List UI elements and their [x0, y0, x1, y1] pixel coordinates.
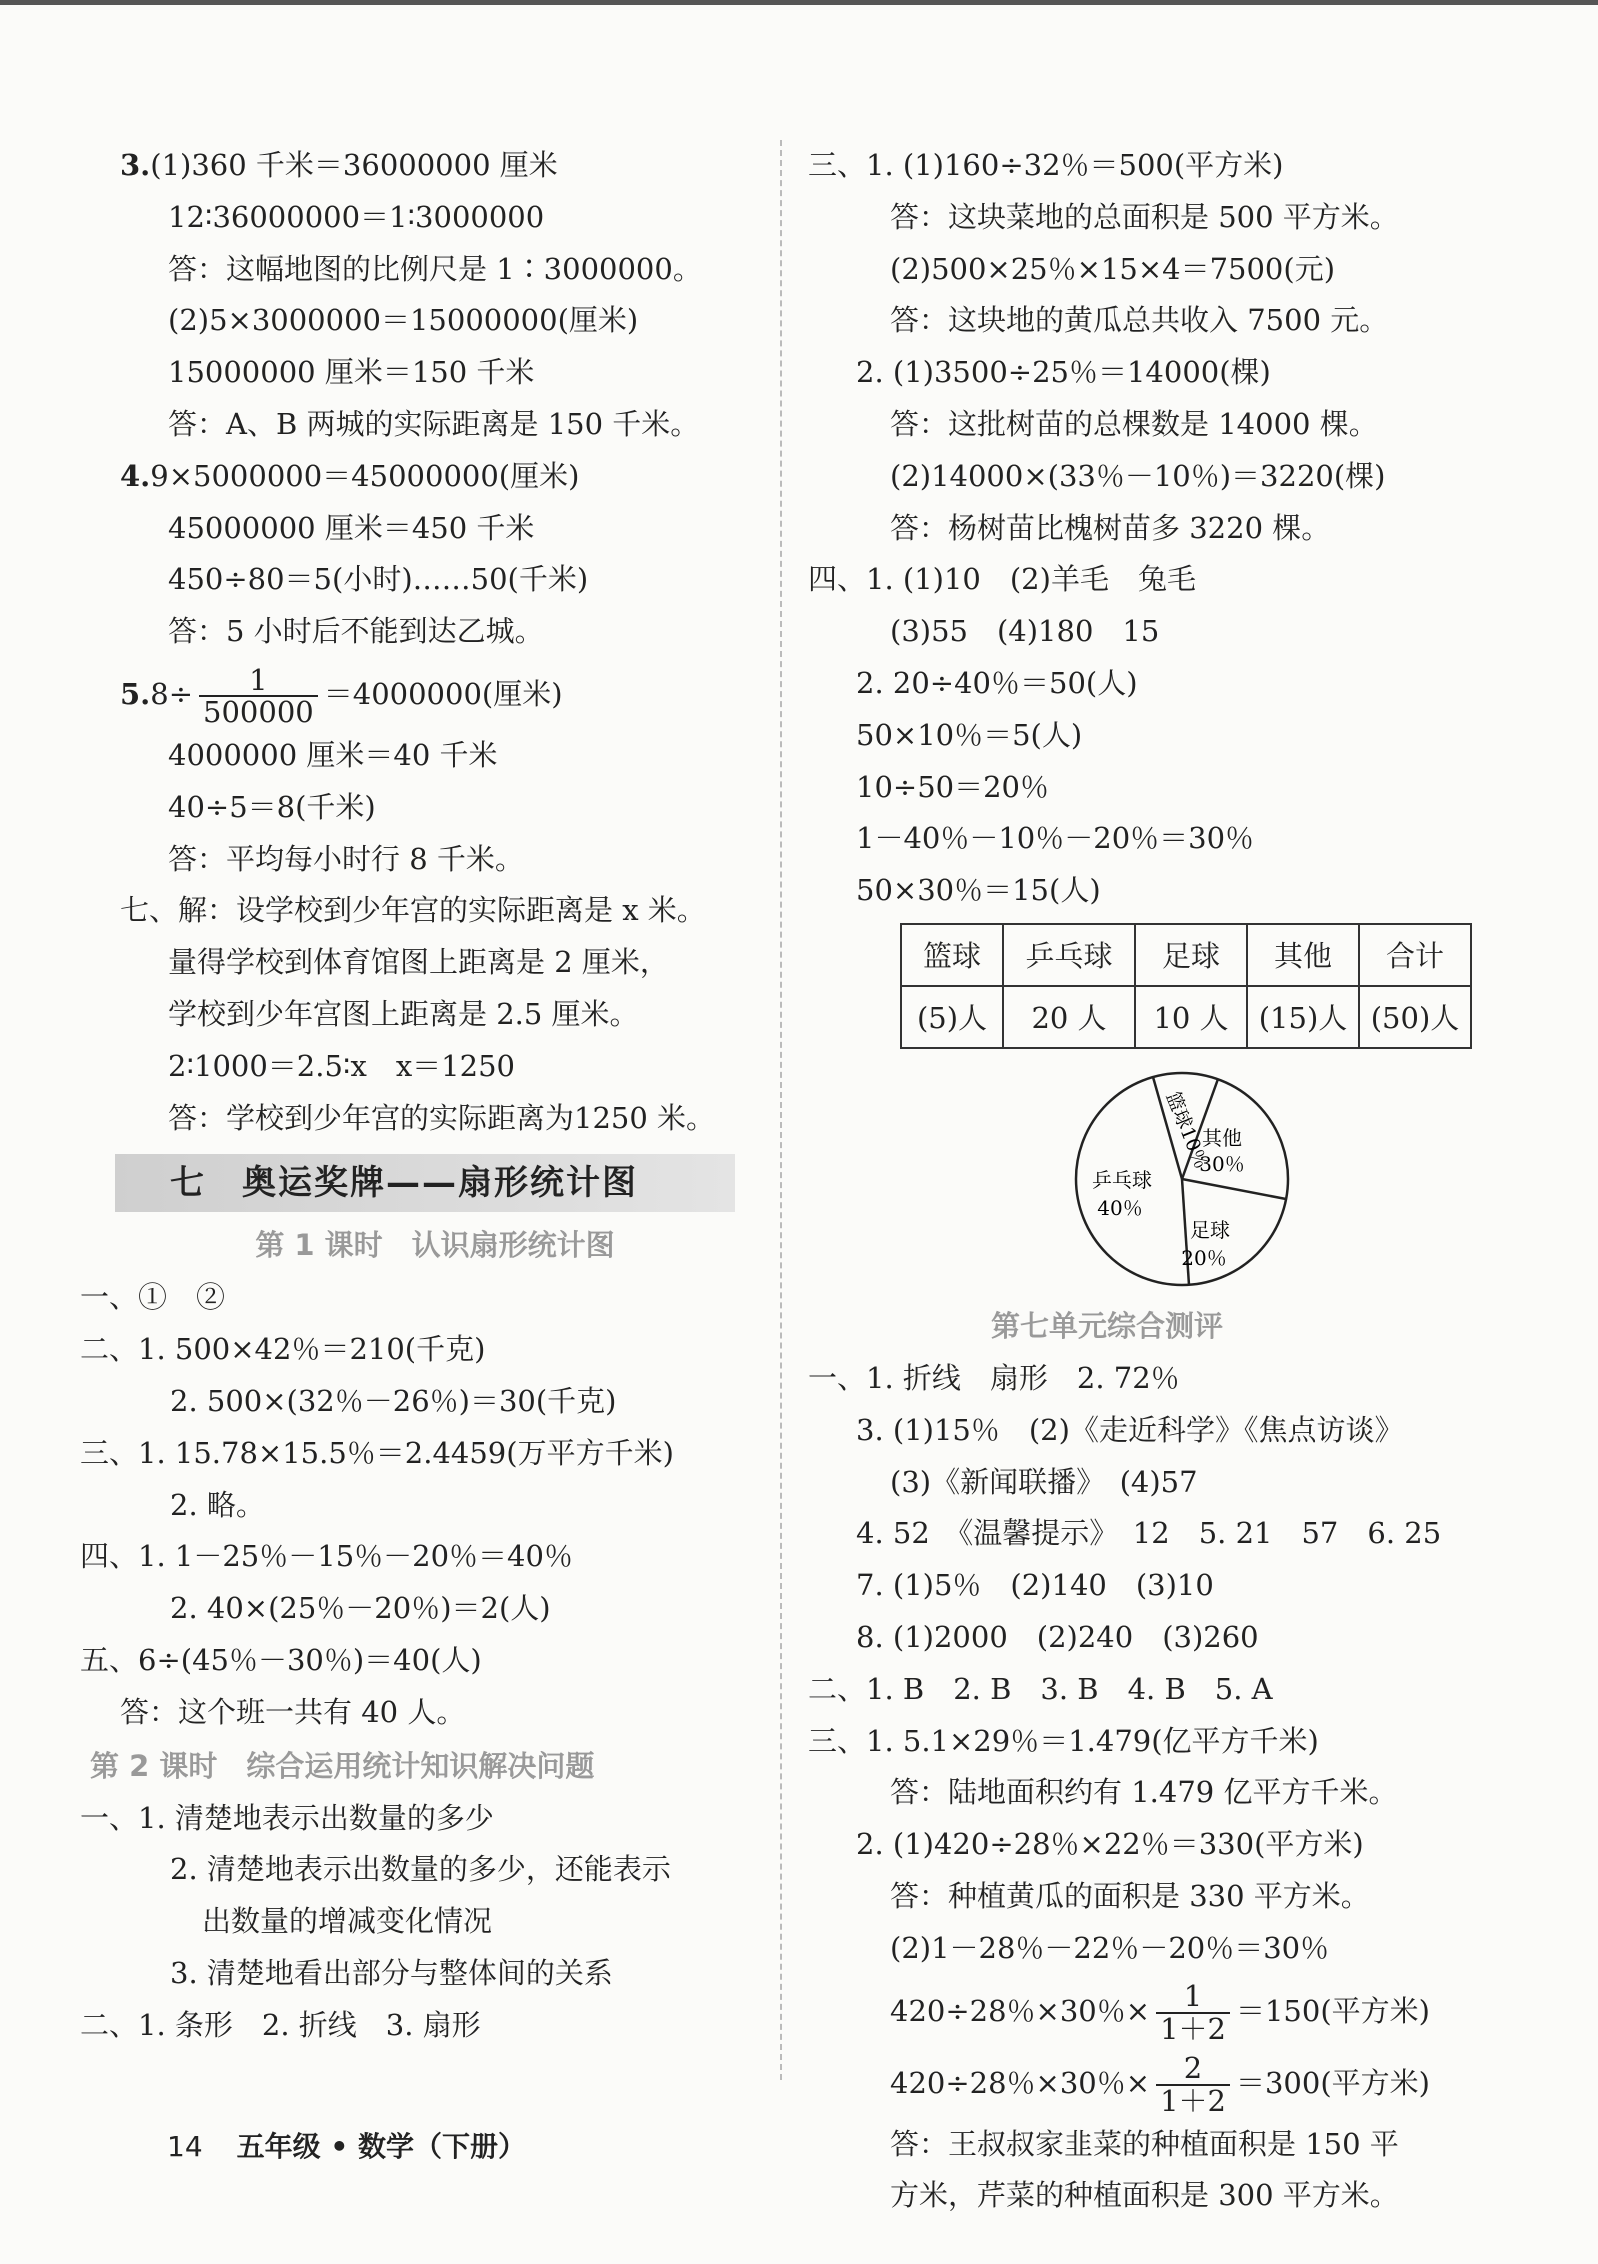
answer-line: 50×30％＝15(人): [856, 873, 1101, 908]
answer-line: 4. 52 《温馨提示》 12 5. 21 57 6. 25: [856, 1516, 1442, 1551]
header-cell: 合计: [1359, 924, 1471, 986]
item-number: 3.: [120, 148, 151, 182]
pie-label-football-name: 足球: [1190, 1217, 1230, 1242]
pie-label-pingpong-pct: 40％: [1097, 1195, 1143, 1220]
denominator: 1＋2: [1160, 2011, 1226, 2046]
denominator: 500000: [203, 694, 314, 729]
section-banner: 七 奥运奖牌——扇形统计图: [115, 1154, 735, 1212]
pie-chart: [1062, 1059, 1302, 1299]
fraction: [199, 662, 318, 729]
text: ＝150(平方米): [1235, 1993, 1430, 2028]
text: 420÷28％×30％×: [890, 2065, 1151, 2100]
answer-line: [120, 140, 750, 192]
answer-line: 答：这块地的黄瓜总共收入 7500 元。: [890, 303, 1389, 338]
answer-line: 7. (1)5％ (2)140 (3)10: [856, 1568, 1214, 1603]
header-cell: 篮球: [901, 924, 1003, 986]
text: 420÷28％×30％×: [890, 1993, 1151, 2028]
answer-line: 2. 40×(25％－20％)＝2(人): [170, 1591, 551, 1626]
top-border: [0, 0, 1598, 5]
right-column: [808, 140, 1568, 2222]
answer-line: 8. (1)2000 (2)240 (3)260: [856, 1619, 1259, 1654]
answer-line: 50×10％＝5(人): [856, 717, 1083, 752]
answer-line: 二、1. 条形 2. 折线 3. 扇形: [80, 2007, 481, 2042]
answer-line: 4000000 厘米＝40 千米: [168, 737, 498, 772]
numerator: 1: [199, 665, 318, 697]
text: 8÷: [150, 676, 194, 711]
answer-line: (2)5×3000000＝15000000(厘米): [168, 303, 639, 338]
answer-line-fraction: [120, 658, 750, 730]
answer-line-fraction: [808, 2047, 1568, 2119]
column-divider: [780, 140, 782, 2080]
answer-line: 2. (1)3500÷25％＝14000(棵): [856, 355, 1271, 390]
answer-line: 40÷5＝8(千米): [168, 789, 376, 824]
table-cell: (50)人: [1359, 986, 1471, 1048]
answer-line: 2. 略。: [170, 1487, 265, 1522]
answer-line: 10÷50＝20％: [856, 769, 1050, 804]
answer-line: 2∶1000＝2.5∶x x＝1250: [168, 1048, 515, 1083]
answer-line: 一、1. 清楚地表示出数量的多少: [80, 1800, 494, 1835]
answer-line: 学校到少年宫图上距离是 2.5 厘米。: [168, 996, 639, 1031]
answer-line: 三、1. 5.1×29％＝1.479(亿平方千米): [808, 1723, 1319, 1758]
answer-line: 450÷80＝5(小时)……50(千米): [168, 562, 589, 597]
answer-line: 12∶36000000＝1∶3000000: [168, 199, 545, 234]
answer-line: 2. 清楚地表示出数量的多少，还能表示: [170, 1852, 671, 1887]
table-cell: 20 人: [1003, 986, 1135, 1048]
text: (1)360 千米＝36000000 厘米: [150, 148, 558, 182]
header-cell: 乒乓球: [1003, 924, 1135, 986]
answer-line: 2. 20÷40％＝50(人): [856, 665, 1138, 700]
table-cell: 10 人: [1135, 986, 1247, 1048]
answer-line: 2. 500×(32％－26％)＝30(千克): [170, 1383, 617, 1418]
answer-line: 量得学校到体育馆图上距离是 2 厘米，: [168, 945, 669, 980]
header-cell: 足球: [1135, 924, 1247, 986]
numerator: 1: [1156, 1981, 1230, 2013]
pie-divider: [1182, 1179, 1286, 1199]
answer-line: 二、1. 500×42％＝210(千克): [80, 1332, 486, 1367]
unit-test-heading: 第七单元综合测评: [991, 1308, 1224, 1343]
answer-line: 答：5 小时后不能到达乙城。: [168, 614, 544, 649]
answer-line: 出数量的增减变化情况: [202, 1904, 493, 1939]
answer-line: 一、① ②: [80, 1280, 226, 1315]
answer-line: (2)1－28％－22％－20％＝30％: [890, 1930, 1330, 1965]
left-column: [80, 140, 750, 2052]
text: ＝4000000(厘米): [323, 676, 563, 711]
answer-line: (2)500×25％×15×4＝7500(元): [890, 251, 1336, 286]
answer-line: 答：平均每小时行 8 千米。: [168, 841, 524, 876]
answer-line: 答：这块菜地的总面积是 500 平方米。: [890, 199, 1399, 234]
text: ＝300(平方米): [1235, 2065, 1430, 2100]
answer-line: (3)55 (4)180 15: [890, 614, 1160, 649]
book-title: 五年级 • 数学（下册）: [236, 2130, 527, 2163]
pie-label-football-pct: 20％: [1181, 1245, 1227, 1270]
answer-line: 45000000 厘米＝450 千米: [168, 510, 535, 545]
item-number: 4.: [120, 458, 151, 493]
lesson-heading: 第 2 课时 综合运用统计知识解决问题: [90, 1748, 595, 1783]
answer-line: 二、1. B 2. B 3. B 4. B 5. A: [808, 1671, 1273, 1706]
answer-line-fraction: [808, 1975, 1568, 2047]
answer-line: 答：陆地面积约有 1.479 亿平方千米。: [890, 1775, 1398, 1810]
table-cell: (15)人: [1247, 986, 1359, 1048]
answer-line: 答：A、B 两城的实际距离是 150 千米。: [168, 406, 700, 441]
answer-line: 答：王叔叔家韭菜的种植面积是 150 平: [890, 2126, 1399, 2161]
answer-line: 一、1. 折线 扇形 2. 72％: [808, 1360, 1180, 1395]
answer-line: [120, 451, 750, 503]
answer-line: 方米，芹菜的种植面积是 300 平方米。: [890, 2178, 1399, 2213]
answer-line: 答：杨树苗比槐树苗多 3220 棵。: [890, 510, 1331, 545]
fraction: [1156, 1981, 1230, 2044]
table-cell: (5)人: [901, 986, 1003, 1048]
numerator: 2: [1156, 2053, 1230, 2085]
answer-line: 五、6÷(45％－30％)＝40(人): [80, 1642, 482, 1677]
text: 9×5000000＝45000000(厘米): [150, 458, 580, 493]
item-number: 5.: [120, 676, 151, 711]
answer-line: 3. 清楚地看出部分与整体间的关系: [170, 1955, 613, 1990]
answer-line: 答：这批树苗的总棵数是 14000 棵。: [890, 406, 1378, 441]
answer-line: 四、1. 1－25％－15％－20％＝40％: [80, 1539, 573, 1574]
pie-label-other-pct: 30％: [1199, 1151, 1245, 1176]
answer-line: 四、1. (1)10 (2)羊毛 兔毛: [808, 562, 1196, 597]
header-cell: 其他: [1247, 924, 1359, 986]
answer-line: 三、1. 15.78×15.5％＝2.4459(万平方千米): [80, 1435, 674, 1470]
denominator: 1＋2: [1160, 2083, 1226, 2118]
answer-line: 2. (1)420÷28％×22％＝330(平方米): [856, 1827, 1364, 1862]
answer-line: 答：这个班一共有 40 人。: [120, 1694, 466, 1729]
pie-chart-svg: [1062, 1059, 1302, 1299]
fraction: [1156, 2053, 1230, 2116]
answer-line: 三、1. (1)160÷32％＝500(平方米): [808, 148, 1284, 182]
pie-label-other-name: 其他: [1202, 1125, 1242, 1150]
answer-line: 答：这幅地图的比例尺是 1∶3000000。: [168, 251, 702, 286]
answer-line: 3. (1)15％ (2)《走近科学》《焦点访谈》: [856, 1412, 1404, 1447]
lesson-heading: 第 1 课时 认识扇形统计图: [255, 1228, 615, 1263]
answer-line: 1－40％－10％－20％＝30％: [856, 821, 1255, 856]
page-footer: [167, 2125, 526, 2165]
answer-line: (3)《新闻联播》 (4)57: [890, 1464, 1198, 1499]
answer-line: (2)14000×(33％－10％)＝3220(棵): [890, 458, 1386, 493]
page-number: 14: [167, 2130, 203, 2163]
answer-line: 15000000 厘米＝150 千米: [168, 355, 535, 390]
pie-label-basketball: 篮球10％: [1161, 1088, 1213, 1173]
table-header-row: [901, 924, 1471, 986]
answer-line: 答：学校到少年宫的实际距离为1250 米。: [168, 1100, 716, 1135]
answer-line: 答：种植黄瓜的面积是 330 平方米。: [890, 1878, 1370, 1913]
sports-table: [900, 923, 1472, 1049]
pie-label-pingpong-name: 乒乓球: [1092, 1167, 1152, 1192]
table-row: [901, 986, 1471, 1048]
answer-line: 七、解：设学校到少年宫的实际距离是 x 米。: [120, 893, 706, 928]
